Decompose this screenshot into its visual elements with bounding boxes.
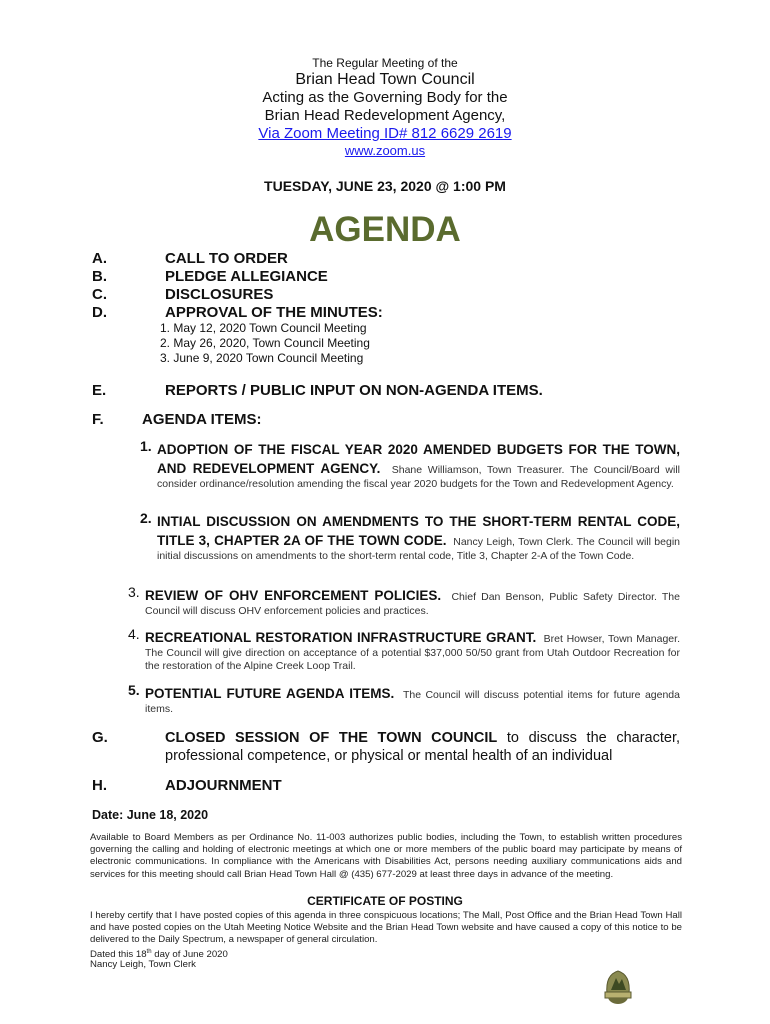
minutes-item: 1. May 12, 2020 Town Council Meeting	[160, 321, 367, 335]
meeting-datetime: TUESDAY, JUNE 23, 2020 @ 1:00 PM	[264, 178, 506, 194]
governing-line: Acting as the Governing Body for the	[262, 89, 508, 106]
council-name: Brian Head Town Council	[295, 71, 475, 88]
item-number: 3.	[128, 584, 140, 600]
meeting-intro: The Regular Meeting of the	[312, 56, 458, 70]
item-number: 5.	[128, 682, 140, 698]
section-minutes: APPROVAL OF THE MINUTES:	[165, 304, 383, 321]
minutes-item: 3. June 9, 2020 Town Council Meeting	[160, 351, 364, 365]
dated-suffix: th	[146, 949, 152, 955]
agenda-item-1	[140, 440, 680, 491]
section-closed-session	[165, 729, 680, 765]
item-title: POTENTIAL FUTURE AGENDA ITEMS.	[145, 686, 395, 701]
section-letter: C.	[92, 286, 107, 303]
item-title: REVIEW OF OHV ENFORCEMENT POLICIES.	[145, 588, 442, 603]
section-pledge: PLEDGE ALLEGIANCE	[165, 268, 328, 285]
town-seal-logo	[603, 970, 633, 1008]
section-agenda-items: AGENDA ITEMS:	[142, 411, 262, 428]
section-adjournment: ADJOURNMENT	[165, 777, 282, 794]
certificate-title: CERTIFICATE OF POSTING	[307, 894, 463, 908]
agency-line: Brian Head Redevelopment Agency,	[264, 107, 506, 124]
date-line: Date: June 18, 2020	[92, 808, 209, 822]
section-letter: D.	[92, 304, 107, 321]
item-description: Shane Williamson, Town Treasurer. The Council/Board will consider ordinance/resolution amending the fiscal year 2020 budgets for the Town and Redevelopment Agency.	[157, 464, 680, 490]
item-title: RECREATIONAL RESTORATION INFRASTRUCTURE GRANT.	[145, 630, 537, 645]
section-reports: REPORTS / PUBLIC INPUT ON NON-AGENDA ITEMS.	[165, 382, 543, 399]
section-letter: G.	[92, 729, 108, 746]
item-number: 4.	[128, 626, 140, 642]
item-description: Bret Howser, Town Manager. The Council will give direction on acceptance of a potential $37,000 50/50 grant from Utah Outdoor Recreation for the restoration of the Alpine Creek Loop Trail.	[145, 633, 680, 672]
section-letter: B.	[92, 268, 107, 285]
item-description: Nancy Leigh, Town Clerk. The Council will begin initial discussions on amendments to the short-term rental code, Title 3, Chapter 2-A of the Town Code.	[157, 536, 680, 562]
certificate-text: I hereby certify that I have posted copies of this agenda in three conspicuous locations; The Mall, Post Office and the Brian Head Town Hall and have posted copies on the Utah Meeting Notice Website and the Brian Head Town website and have caused a copy of this notice to be delivered to the Daily Spectrum, a newspaper of general circulation.	[90, 910, 682, 946]
agenda-item-3	[128, 586, 680, 618]
zoom-url-link[interactable]: www.zoom.us	[344, 143, 426, 158]
item-number: 2.	[140, 510, 152, 526]
accessibility-notice: Available to Board Members as per Ordinance No. 11-003 authorizes public bodies, including the Town, to establish written procedures governing the calling and holding of electronic meetings at which one or more members of the public board may participate by means of electronic communications. In compliance with the Americans with Disabilities Act, persons needing auxiliary communications aids and services for this meeting should call Brian Head Town Hall @ (435) 677-2029 at least three days in advance of the meeting.	[90, 832, 682, 880]
agenda-item-2	[140, 512, 680, 563]
item-number: 1.	[140, 438, 152, 454]
section-letter: H.	[92, 777, 107, 794]
closed-session-desc: to discuss the character, professional competence, or physical or mental health of an individual	[165, 730, 681, 764]
section-call-to-order: CALL TO ORDER	[165, 250, 288, 267]
section-letter: A.	[92, 250, 107, 267]
signer: Nancy Leigh, Town Clerk	[90, 959, 196, 970]
minutes-item: 2. May 26, 2020, Town Council Meeting	[160, 336, 370, 350]
agenda-title: AGENDA	[309, 210, 461, 249]
agenda-item-4	[128, 628, 680, 673]
dated-text-end: day of June 2020	[151, 949, 228, 961]
item-description: The Council will discuss potential items for future agenda items.	[145, 689, 680, 715]
closed-session-title: CLOSED SESSION OF THE TOWN COUNCIL	[165, 730, 498, 746]
section-letter: F.	[92, 411, 104, 428]
dated-text: Dated this 18	[90, 949, 147, 961]
section-disclosures: DISCLOSURES	[165, 286, 274, 303]
item-title: INTIAL DISCUSSION ON AMENDMENTS TO THE SHORT-TERM RENTAL CODE, TITLE 3, CHAPTER 2A OF THE TOWN CODE.	[157, 514, 680, 548]
item-description: Chief Dan Benson, Public Safety Director. The Council will discuss OHV enforcement policies and practices.	[145, 591, 680, 617]
agenda-item-5	[128, 684, 680, 716]
zoom-meeting-link[interactable]: Via Zoom Meeting ID# 812 6629 2619	[258, 125, 512, 142]
section-letter: E.	[92, 382, 107, 399]
item-title: ADOPTION OF THE FISCAL YEAR 2020 AMENDED BUDGETS FOR THE TOWN, AND REDEVELOPMENT AGENCY.	[157, 442, 680, 476]
